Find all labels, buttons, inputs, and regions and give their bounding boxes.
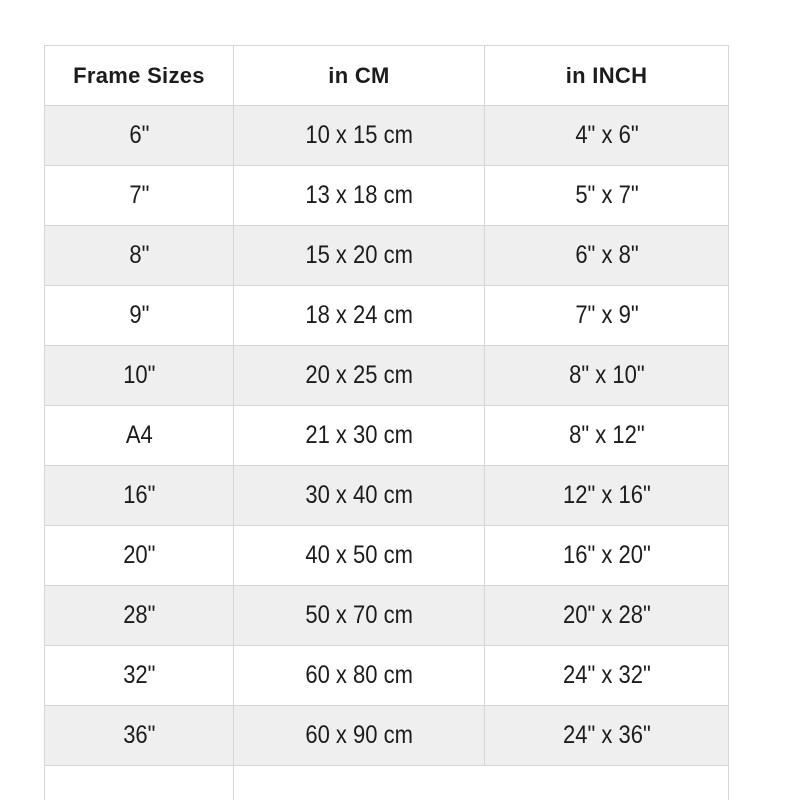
inch-size-text: 20" x 28" [562,601,651,629]
frame-size-text: 6" [128,121,150,149]
cm-size-text: 50 x 70 cm [305,601,413,629]
inch-size-text: 12" x 16" [562,481,651,509]
frame-size-table [44,45,729,800]
cm-size-cell [234,466,485,526]
cm-size-text: 40 x 50 cm [305,541,413,569]
cm-size-text: 13 x 18 cm [305,181,413,209]
header-frame-sizes: Frame Sizes [45,46,234,106]
frame-size-text: 36" [122,721,156,749]
cm-size-cell [234,346,485,406]
inch-size-cell [485,286,729,346]
inch-size-text: 24" x 36" [562,721,651,749]
frame-size-text: 7" [128,181,150,209]
table-row [45,286,729,346]
table-row [45,226,729,286]
cm-size-text: 15 x 20 cm [305,241,413,269]
frame-size-cell [45,226,234,286]
table-row [45,586,729,646]
inch-size-cell [485,226,729,286]
cm-size-cell [234,586,485,646]
inch-size-cell [485,106,729,166]
cm-size-text: 60 x 80 cm [305,661,413,689]
inch-size-text: 6" x 8" [574,241,639,269]
cm-size-text: 10 x 15 cm [305,121,413,149]
frame-size-text: 9" [128,301,150,329]
cm-size-cell [234,286,485,346]
frame-size-text: 8" [128,241,150,269]
header-in-cm: in CM [234,46,485,106]
table-row [45,106,729,166]
frame-size-cell [45,166,234,226]
cm-size-text: 30 x 40 cm [305,481,413,509]
inch-size-cell [485,646,729,706]
inch-size-cell [485,466,729,526]
inch-size-text: 16" x 20" [562,541,651,569]
table-row [45,346,729,406]
table-header-row [45,46,729,106]
cm-size-cell [234,646,485,706]
frame-size-cell [45,106,234,166]
frame-size-text: 32" [122,661,156,689]
cut-off-cell [45,766,234,800]
frame-size-text: 28" [122,601,156,629]
frame-size-cell [45,646,234,706]
frame-size-cell [45,286,234,346]
inch-size-cell [485,406,729,466]
inch-size-text: 24" x 32" [562,661,651,689]
table-row [45,166,729,226]
inch-size-cell [485,166,729,226]
inch-size-cell [485,346,729,406]
inch-size-text: 8" x 12" [568,421,645,449]
inch-size-cell [485,586,729,646]
frame-size-cell [45,586,234,646]
header-in-inch: in INCH [485,46,729,106]
cm-size-text: 18 x 24 cm [305,301,413,329]
frame-size-cell [45,706,234,766]
inch-size-text: 7" x 9" [574,301,639,329]
frame-size-text: 16" [122,481,156,509]
frame-size-text: 20" [122,541,156,569]
table-row [45,706,729,766]
cut-off-note-cell [234,766,729,800]
frame-size-cell [45,406,234,466]
frame-size-cell [45,526,234,586]
table-row [45,406,729,466]
cm-size-cell [234,226,485,286]
frame-size-text: 10" [122,361,156,389]
inch-size-text: 4" x 6" [574,121,639,149]
frame-size-text: A4 [125,421,153,449]
cm-size-cell [234,106,485,166]
table-row [45,646,729,706]
cm-size-cell [234,526,485,586]
inch-size-cell [485,526,729,586]
cm-size-cell [234,406,485,466]
frame-size-cell [45,466,234,526]
cm-size-text: 21 x 30 cm [305,421,413,449]
inch-size-cell [485,706,729,766]
cm-size-cell [234,166,485,226]
cm-size-text: 20 x 25 cm [305,361,413,389]
table-row [45,526,729,586]
frame-size-cell [45,346,234,406]
cm-size-cell [234,706,485,766]
inch-size-text: 8" x 10" [568,361,645,389]
cm-size-text: 60 x 90 cm [305,721,413,749]
table-row-cut-off [45,766,729,800]
inch-size-text: 5" x 7" [574,181,639,209]
table-row [45,466,729,526]
